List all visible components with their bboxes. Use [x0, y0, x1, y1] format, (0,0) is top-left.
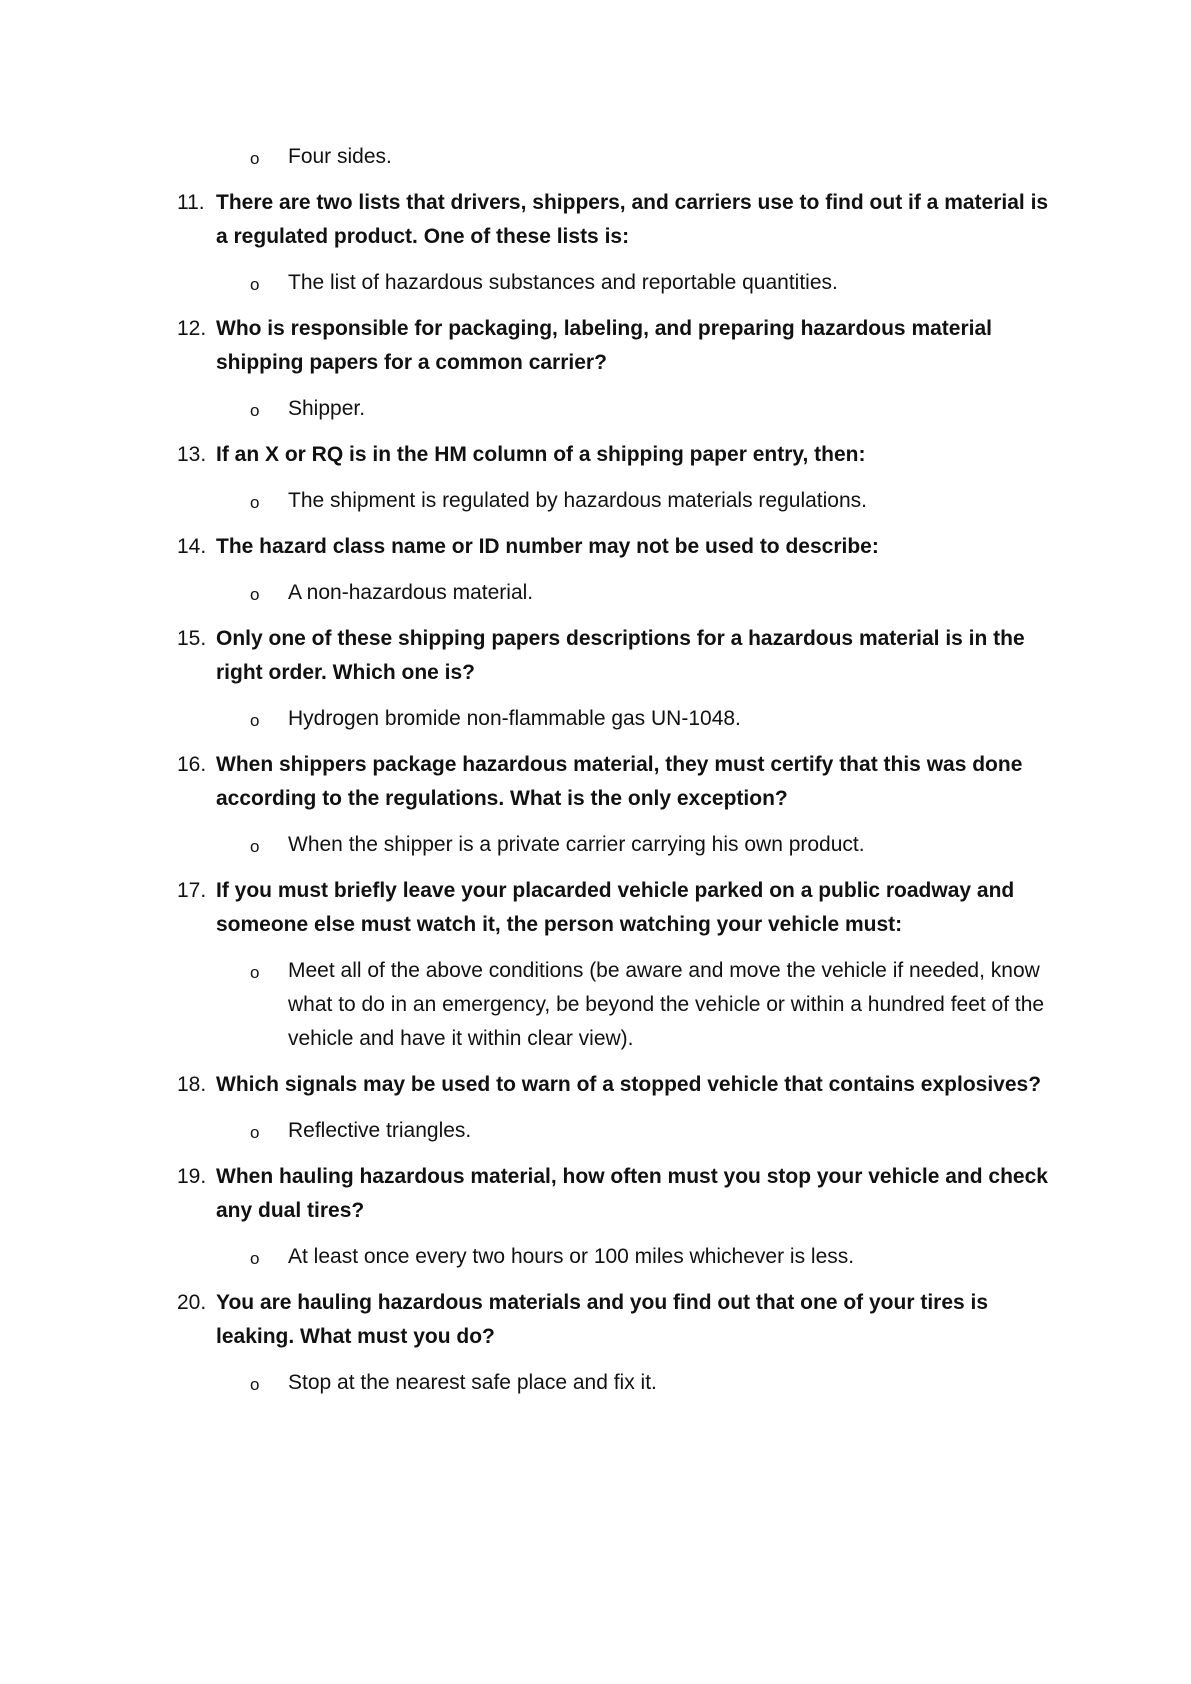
answer-text: Meet all of the above conditions (be aware and move the vehicle if needed, know what to do in an emergency, be beyond the vehicle or within a hundred feet of the vehicle and have it within clear view).	[288, 959, 1045, 1050]
bullet-icon: o	[250, 1123, 260, 1142]
question-number: 20.	[177, 1291, 207, 1314]
question-text: Only one of these shipping papers descriptions for a hazardous material is in the right order. Which one is?	[216, 627, 1025, 684]
question-number: 14.	[177, 535, 207, 558]
answer-item	[178, 266, 1058, 300]
bullet-icon: o	[250, 149, 260, 168]
question-text: Who is responsible for packaging, labeling, and preparing hazardous material shipping papers for a common carrier?	[216, 317, 992, 374]
bullet-icon: o	[250, 837, 260, 856]
answer-item	[178, 702, 1058, 736]
question-text: Which signals may be used to warn of a stopped vehicle that contains explosives?	[216, 1073, 1042, 1096]
question-item	[178, 622, 1058, 690]
answer-text: Hydrogen bromide non-flammable gas UN-1048.	[288, 707, 741, 730]
question-item	[178, 186, 1058, 254]
answer-item	[178, 484, 1058, 518]
question-item	[178, 438, 1058, 472]
question-item	[178, 1068, 1058, 1102]
answer-item	[178, 140, 1058, 174]
question-text: There are two lists that drivers, shippers, and carriers use to find out if a material is a regulated product. One of these lists is:	[216, 191, 1049, 248]
bullet-icon: o	[250, 963, 260, 982]
answer-item	[178, 828, 1058, 862]
question-item	[178, 1286, 1058, 1354]
question-text: The hazard class name or ID number may not be used to describe:	[216, 535, 879, 558]
answer-text: Stop at the nearest safe place and fix it.	[288, 1371, 657, 1394]
answer-text: The list of hazardous substances and reportable quantities.	[288, 271, 838, 294]
bullet-icon: o	[250, 275, 260, 294]
question-number: 19.	[177, 1165, 207, 1188]
question-item	[178, 312, 1058, 380]
bullet-icon: o	[250, 1249, 260, 1268]
question-text: If an X or RQ is in the HM column of a shipping paper entry, then:	[216, 443, 866, 466]
answer-text: Shipper.	[288, 397, 366, 420]
question-text: When shippers package hazardous material, they must certify that this was done according to the regulations. What is the only exception?	[216, 753, 1023, 810]
bullet-icon: o	[250, 1375, 260, 1394]
bullet-icon: o	[250, 711, 260, 730]
answer-item	[178, 954, 1058, 1056]
question-number: 16.	[177, 753, 207, 776]
answer-text: When the shipper is a private carrier carrying his own product.	[288, 833, 865, 856]
answer-text: A non-hazardous material.	[288, 581, 534, 604]
answer-text: Reflective triangles.	[288, 1119, 472, 1142]
question-number: 11.	[177, 191, 205, 214]
answer-item	[178, 1114, 1058, 1148]
bullet-icon: o	[250, 401, 260, 420]
answer-text: The shipment is regulated by hazardous materials regulations.	[288, 489, 867, 512]
answer-item	[178, 1366, 1058, 1400]
answer-text: At least once every two hours or 100 miles whichever is less.	[288, 1245, 855, 1268]
question-number: 12.	[177, 317, 207, 340]
question-text: You are hauling hazardous materials and you find out that one of your tires is leaking. What must you do?	[216, 1291, 989, 1348]
question-number: 13.	[177, 443, 207, 466]
answer-item	[178, 1240, 1058, 1274]
answer-item	[178, 576, 1058, 610]
qa-list	[178, 140, 1058, 1412]
bullet-icon: o	[250, 493, 260, 512]
question-number: 17.	[177, 879, 207, 902]
question-item	[178, 1160, 1058, 1228]
question-item	[178, 874, 1058, 942]
question-number: 18.	[177, 1073, 207, 1096]
question-item	[178, 748, 1058, 816]
question-text: If you must briefly leave your placarded vehicle parked on a public roadway and someone else must watch it, the person watching your vehicle must:	[216, 879, 1015, 936]
question-text: When hauling hazardous material, how often must you stop your vehicle and check any dual tires?	[216, 1165, 1048, 1222]
question-item	[178, 530, 1058, 564]
answer-text: Four sides.	[288, 145, 392, 168]
question-number: 15.	[177, 627, 207, 650]
bullet-icon: o	[250, 585, 260, 604]
answer-item	[178, 392, 1058, 426]
